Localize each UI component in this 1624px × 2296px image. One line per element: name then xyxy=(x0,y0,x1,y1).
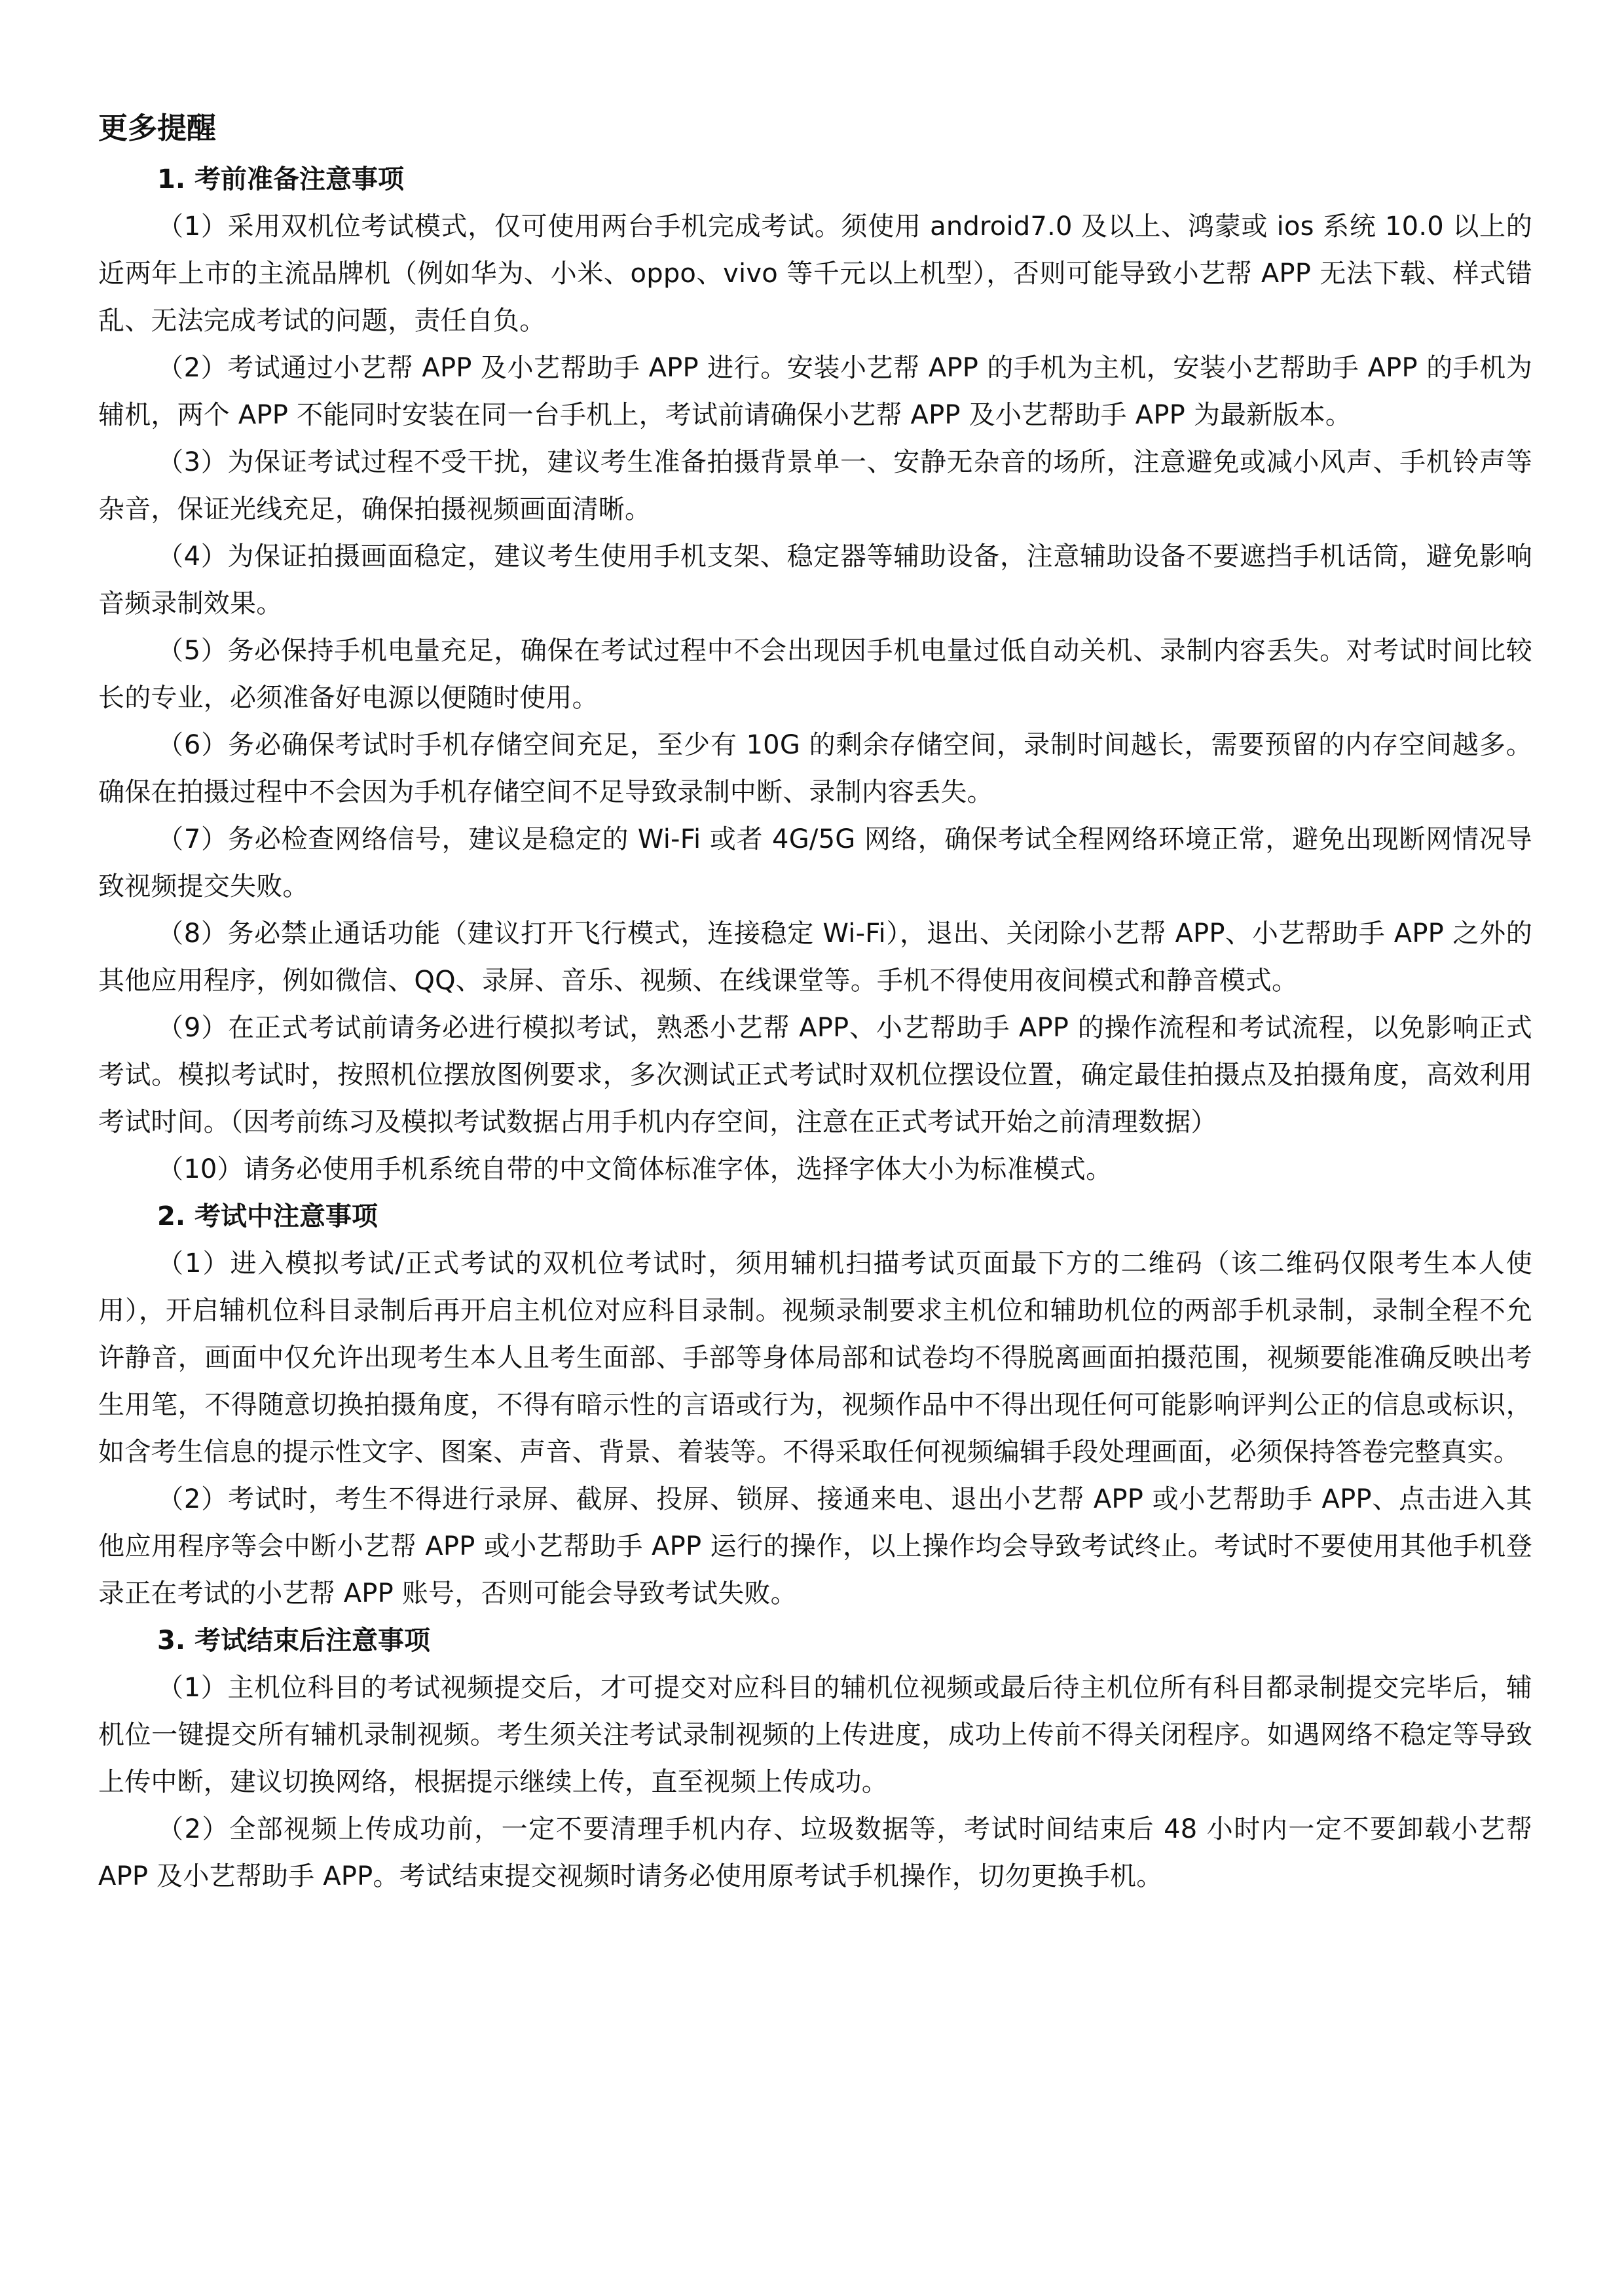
document-page xyxy=(98,105,1532,1900)
section-exam-preparation xyxy=(98,156,1532,1193)
paragraph: （1）进入模拟考试/正式考试的双机位考试时，须用辅机扫描考试页面最下方的二维码（该二维码仅限考生本人使用），开启辅机位科目录制后再开启主机位对应科目录制。视频录制要求主机位和辅助机位的两部手机录制，录制全程不允许静音，画面中仅允许出现考生本人且考生面部、手部等身体局部和试卷均不得脱离画面拍摄范围，视频要能准确反映出考生用笔，不得随意切换拍摄角度，不得有暗示性的言语或行为，视频作品中不得出现任何可能影响评判公正的信息或标识，如含考生信息的提示性文字、图案、声音、背景、着装等。不得采取任何视频编辑手段处理画面，必须保持答卷完整真实。 xyxy=(98,1248,1532,1467)
paragraph: （10）请务必使用手机系统自带的中文简体标准字体，选择字体大小为标准模式。 xyxy=(157,1154,1113,1184)
paragraph: （3）为保证考试过程不受干扰，建议考生准备拍摄背景单一、安静无杂音的场所，注意避免或减小风声、手机铃声等杂音，保证光线充足，确保拍摄视频画面清晰。 xyxy=(98,447,1532,524)
paragraph: （2）全部视频上传成功前，一定不要清理手机内存、垃圾数据等，考试时间结束后 48 小时内一定不要卸载小艺帮 APP 及小艺帮助手 APP。考试结束提交视频时请务必使用原考试手机操作，切勿更换手机。 xyxy=(98,1814,1532,1891)
paragraph: （4）为保证拍摄画面稳定，建议考生使用手机支架、稳定器等辅助设备，注意辅助设备不要遮挡手机话筒，避免影响音频录制效果。 xyxy=(98,541,1532,619)
section-after-exam xyxy=(98,1617,1532,1900)
section-heading: 2. 考试中注意事项 xyxy=(157,1201,378,1231)
paragraph: （8）务必禁止通话功能（建议打开飞行模式，连接稳定 Wi-Fi），退出、关闭除小艺帮 APP、小艺帮助手 APP 之外的其他应用程序，例如微信、QQ、录屏、音乐、视频、在线课堂等。手机不得使用夜间模式和静音模式。 xyxy=(98,919,1532,996)
document-title: 更多提醒 xyxy=(98,111,217,145)
paragraph: （2）考试时，考生不得进行录屏、截屏、投屏、锁屏、接通来电、退出小艺帮 APP 或小艺帮助手 APP、点击进入其他应用程序等会中断小艺帮 APP 或小艺帮助手 APP 运行的操作，以上操作均会导致考试终止。考试时不要使用其他手机登录正在考试的小艺帮 APP 账号，否则可能会导致考试失败。 xyxy=(98,1484,1532,1609)
section-heading: 3. 考试结束后注意事项 xyxy=(157,1626,430,1656)
paragraph: （1）采用双机位考试模式，仅可使用两台手机完成考试。须使用 android7.0 及以上、鸿蒙或 ios 系统 10.0 以上的近两年上市的主流品牌机（例如华为、小米、oppo、vivo 等千元以上机型），否则可能导致小艺帮 APP 无法下载、样式错乱、无法完成考试的问题，责任自负。 xyxy=(98,211,1532,336)
section-heading: 1. 考前准备注意事项 xyxy=(157,164,404,194)
paragraph: （2）考试通过小艺帮 APP 及小艺帮助手 APP 进行。安装小艺帮 APP 的手机为主机，安装小艺帮助手 APP 的手机为辅机，两个 APP 不能同时安装在同一台手机上，考试前请确保小艺帮 APP 及小艺帮助手 APP 为最新版本。 xyxy=(98,353,1532,430)
paragraph: （5）务必保持手机电量充足，确保在考试过程中不会出现因手机电量过低自动关机、录制内容丢失。对考试时间比较长的专业，必须准备好电源以便随时使用。 xyxy=(98,636,1532,713)
paragraph: （6）务必确保考试时手机存储空间充足，至少有 10G 的剩余存储空间，录制时间越长，需要预留的内存空间越多。确保在拍摄过程中不会因为手机存储空间不足导致录制中断、录制内容丢失。 xyxy=(98,730,1532,807)
paragraph: （7）务必检查网络信号，建议是稳定的 Wi-Fi 或者 4G/5G 网络，确保考试全程网络环境正常，避免出现断网情况导致视频提交失败。 xyxy=(98,824,1532,902)
section-during-exam xyxy=(98,1193,1532,1617)
paragraph: （9）在正式考试前请务必进行模拟考试，熟悉小艺帮 APP、小艺帮助手 APP 的操作流程和考试流程，以免影响正式考试。模拟考试时，按照机位摆放图例要求，多次测试正式考试时双机位摆设位置，确定最佳拍摄点及拍摄角度，高效利用考试时间。（因考前练习及模拟考试数据占用手机内存空间，注意在正式考试开始之前清理数据） xyxy=(98,1013,1532,1137)
paragraph: （1）主机位科目的考试视频提交后，才可提交对应科目的辅机位视频或最后待主机位所有科目都录制提交完毕后，辅机位一键提交所有辅机录制视频。考生须关注考试录制视频的上传进度，成功上传前不得关闭程序。如遇网络不稳定等导致上传中断，建议切换网络，根据提示继续上传，直至视频上传成功。 xyxy=(98,1673,1532,1797)
